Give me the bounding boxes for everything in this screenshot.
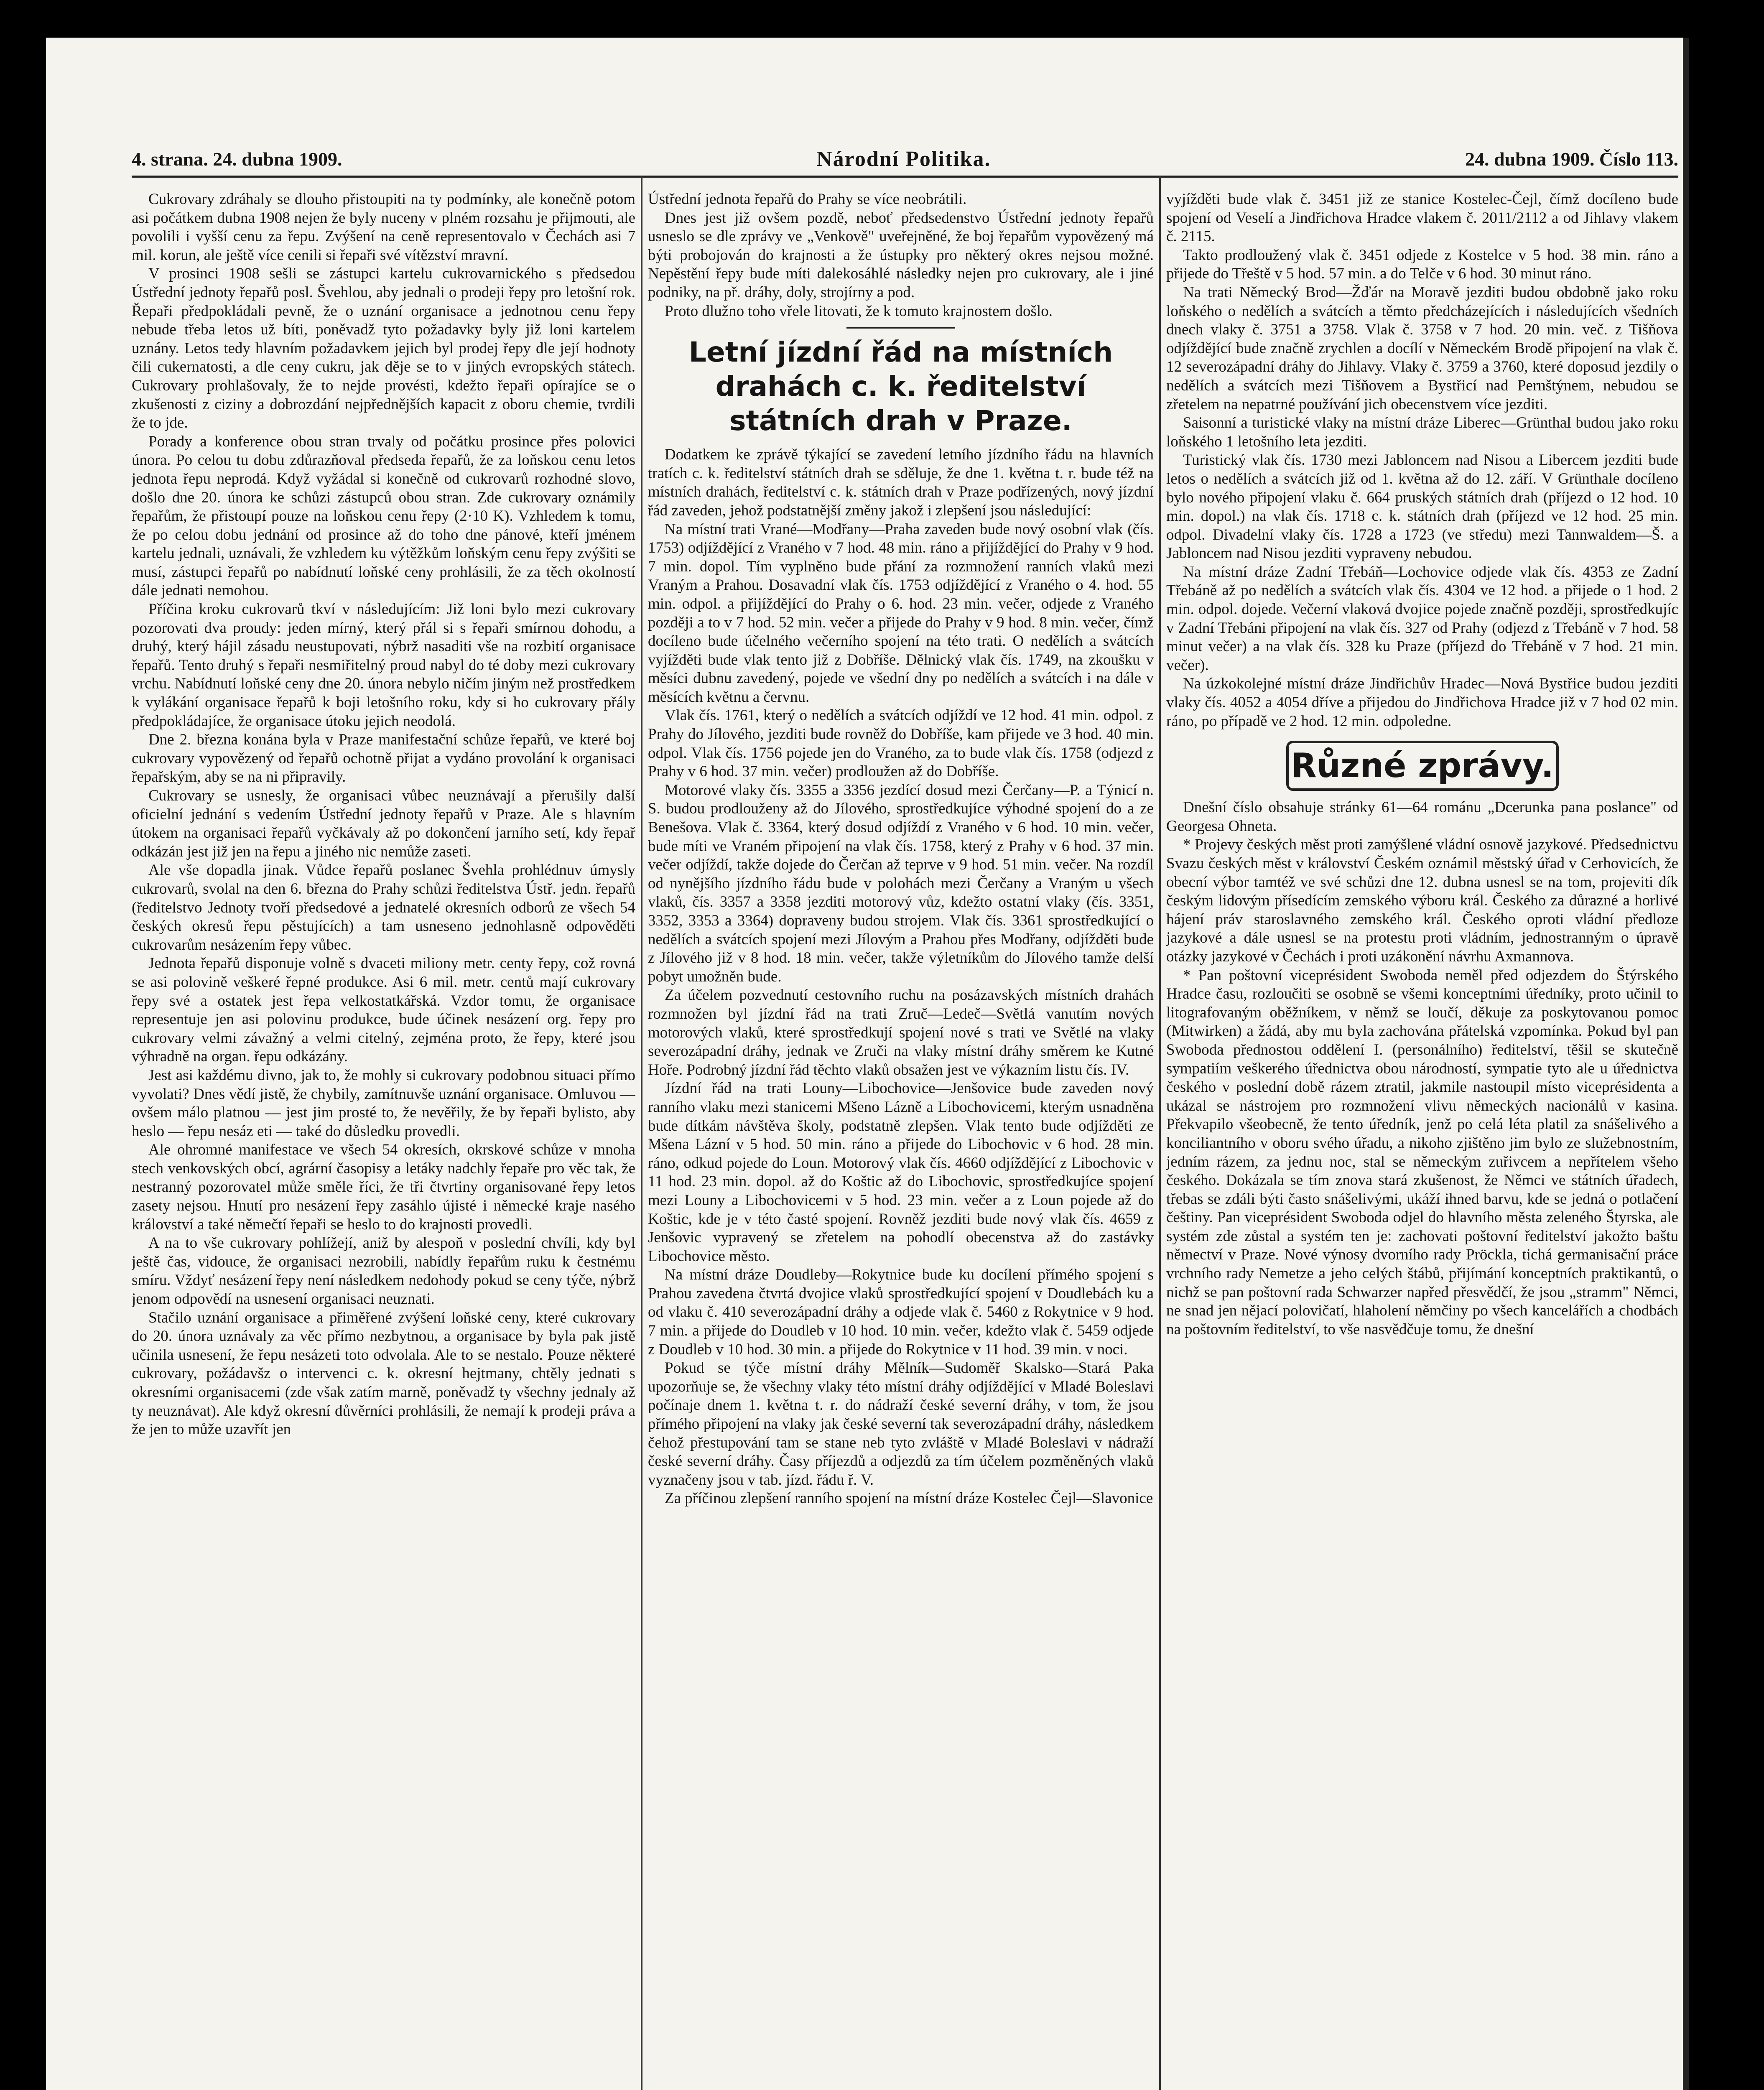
section-separator (846, 327, 955, 329)
header-left: 4. strana. 24. dubna 1909. (132, 148, 342, 170)
masthead (132, 142, 1678, 178)
column-2 (648, 190, 1154, 2090)
paragraph: Na trati Německý Brod—Žďár na Moravě jezditi budou obdobně jako roku loňského o nedělích a svátcích a těmto předcházejících i následujících všedních dnech vlaky č. 3751 a 3758. Vlak č. 3758 v 7 hod. 20 min. več. z Tišňova odjíždějící bude značně zrychlen a docílí v Německém Brodě připojení na vlak č. 12 severozápadní dráhy do Jihlavy. Vlaky č. 3759 a 3760, které doposud jezdily o nedělích a svátcích mezi Tišňovem a Bystřicí nad Pernštýnem, nebudou se zřetelem na nepatrné používání jich obecenstvem více jezditi. (1166, 283, 1678, 413)
paragraph: Na místní trati Vrané—Modřany—Praha zaveden bude nový osobní vlak (čís. 1753) odjíždějící z Vraného v 7 hod. 48 min. ráno a přijíždějící do Prahy v 9 hod. 7 min. dopol. Tím vyplněno bude přání za rozmnožení ranních vlaků mezi Vraným a Prahou. Dosavadní vlak čís. 1753 odjíždějící z Vraného o 4. hod. 55 min. odpol. a přijíždějící do Prahy o 6. hod. 23 min. večer, odjede z Vraného později a to v 7 hod. 52 min. večer a přijede do Prahy v 9 hod. 8 min. večer, čímž docíleno bude účelného večerního spojení na této trati. O nedělích a svátcích vyjížděti bude vlak tento již z Dobříše. Dělnický vlak čís. 1749, na zkoušku v měsíci dubnu zavedený, pojede ve všední dny po nedělích a svátcích i na dále v měsících květnu a červnu. (648, 520, 1154, 706)
paragraph: A na to vše cukrovary pohlížejí, aniž by alespoň v poslední chvíli, kdy byl ještě čas, vidouce, že organisaci nezrobili, nabídly řepařům ruku k čestnému smíru. Vždyť nesázení řepy není následkem nedohody pokud se ceny týče, nýbrž jenom odpovědí na usnesení organisaci neuznati. (132, 1234, 635, 1308)
paragraph: Příčina kroku cukrovarů tkví v následujícím: Již loni bylo mezi cukrovary pozorovati dva proudy: jeden mírný, který přál si s řepaři smírnou dohodu, a druhý, který hájil zásadu neustupovati, nýbrž nasaditi vše na rozbití organisace řepařů. Tento druhý s řepaři nesmiřitelný proud nabyl do té doby mezi cukrovary vrchu. Nabídnutí loňské ceny dne 20. února nebylo ničím jiným než prostředkem k vylákání organisace řepařů k boji letošního roku, kdy si ho cukrovary přály předpokládajíce, že organisace útoku jejich neodolá. (132, 601, 635, 730)
paragraph: Dodatkem ke zprávě týkající se zavedení letního jízdního řádu na hlavních tratích c. k. ředitelství státních drah se sděluje, že dne 1. května t. r. bude též na místních drahách, ředitelství c. k. státních drah v Praze podřízených, nový jízdní řád zaveden, jehož podstatnější změny jakož i zlepšení jsou následující: (648, 446, 1154, 519)
page-edge-rule (1683, 38, 1689, 2090)
newspaper-title: Národní Politika. (816, 147, 991, 171)
paragraph: Za příčinou zlepšení ranního spojení na místní dráze Kostelec Čejl—Slavonice (665, 1490, 1153, 1507)
paragraph: Turistický vlak čís. 1730 mezi Jabloncem nad Nisou a Libercem jezditi bude letos o nedělích a svátcích již od 1. května až do 12. září. V Grünthale docíleno bylo nového připojení vlaku č. 664 pruských státních drah (příjezd o 12 hod. 10 min. dopol.) na vlak čís. 1718 c. k. státních drah (příjezd ve 12 hod. 25 min. odpol. Divadelní vlaky čís. 1728 a 1723 (ve středu) mezi Tannwaldem—Š. a Jabloncem nad Nisou jezditi vypraveny nebudou. (1166, 451, 1678, 562)
paragraph: Jest asi každému divno, jak to, že mohly si cukrovary podobnou situaci přímo vyvolati? Dnes vědí jistě, že chybily, zamítnuvše uznání organisace. Omluvou — ovšem málo platnou — jest jim prosté to, že nevěřily, že by řepaři bylisto, aby heslo — řepu nesáz eti — také do důsledku provedli. (132, 1066, 635, 1140)
paragraph: vyjížděti bude vlak č. 3451 již ze stanice Kostelec-Čejl, čímž docíleno bude spojení od Veselí a Jindřichova Hradce vlakem č. 2011/2112 a od Jihlavy vlakem č. 2115. (1166, 191, 1678, 245)
paragraph: Motorové vlaky čís. 3355 a 3356 jezdící dosud mezi Čerčany—P. a Týnicí n. S. budou prodlouženy až do Jílového, sprostředkujíce výhodné spojení do a ze Benešova. Vlak č. 3364, který dosud odjíždí z Vraného v 6 hod. 10 min. večer, bude míti ve Vraném připojení na vlak čís. 1758, který z Prahy v 6 hod. 37 min. večer odjíždí, takže dojede do Čerčan až teprve v 9 hod. 51 min. večer. Na rozdíl od nynějšího jízdního řádu bude v polohách mezi Čerčany a Vraným u všech vlaků, čís. 3357 a 3358 jezditi motorový vůz, kdežto ostatní vlaky (čís. 3351, 3352, 3353 a 3364) dopraveny budou strojem. Vlak čís. 3361 sprostředkující o nedělích a svátcích spojení mezi Jílovým a Prahou přes Modřany, odjížděti bude z Jílového již v 8 hod. 18 min. večer, takže výletníkům do Jílového tamže delší pobyt umožněn bude. (648, 781, 1154, 985)
paragraph: Vlak čís. 1761, který o nedělích a svátcích odjíždí ve 12 hod. 41 min. odpol. z Prahy do Jílového, jezditi bude rovněž do Dobříše, kam přijede ve 3 hod. 40 min. odpol. Vlak čís. 1756 pojede jen do Vraného, za to bude vlak čís. 1758 (odjezd z Prahy v 6 hod. 37 min. večer) prodloužen až do Dobříše. (648, 707, 1154, 780)
header-right: 24. dubna 1909. Číslo 113. (1465, 148, 1678, 170)
paragraph: Pokud se týče místní dráhy Mělník—Sudoměř Skalsko—Stará Paka upozorňuje se, že všechny vlaky této místní dráhy odjíždějící v Mladé Boleslavi počínaje dnem 1. května t. r. do nádraží české severní dráhy, v tom, že jsou přímého připojení na vlaky jak české severní tak severozápadní dráhy, následkem čehož přestupování tam se stane neb tyto zvláště v Mladé Boleslavi v nádraží české severní dráhy. Časy příjezdů a odjezdů za tím účelem pozměněných vlaků vyznačeny jsou v tab. jízd. řádu ř. V. (648, 1359, 1154, 1488)
paragraph: Ústřední jednota řepařů do Prahy se více neobrátili. (648, 191, 967, 208)
paragraph: Takto prodloužený vlak č. 3451 odjede z Kostelce v 5 hod. 38 min. ráno a přijede do Třeště v 5 hod. 57 min. a do Telče v 6 hod. 30 minut ráno. (1166, 246, 1678, 283)
paragraph: Na místní dráze Zadní Třebáň—Lochovice odjede vlak čís. 4353 ze Zadní Třebáně až po nedělích a svátcích vlak čís. 4304 ve 12 hod. a přijede o 1 hod. 2 min. odpol. dojede. Večerní vlaková dvojice pojede značně později, sprostředkujíc v Zadní Třebáni připojení na vlak čís. 327 od Prahy (odjezd z Třebáně v 7 hod. 58 minut večer) a na vlak čís. 328 ku Praze (příjezd do Třebáně v 7 hod. 21 min. večer). (1166, 563, 1678, 674)
paragraph: * Pan poštovní viceprésident Swoboda neměl před odjezdem do Štýrského Hradce času, rozloučiti se osobně se všemi konceptními úředníky, proto učinil to litografovaným oběžníkem, v němž se loučí, děkuje za poskytovanou pomoc (Mitwirken) a žádá, aby mu byla zachována přátelská vzpomínka. Pokud byl pan Swoboda přednostou oddělení I. (personálního) ředitelství, těšil se skutečně sympatiím veškerého úřednictva obou národností, sympatie tyto ale u úřednictva českého v poslední době rázem ztratil, jakmile nastoupil místo viceprésidenta a ukázal se nástrojem pro rozmnožení vlivu německých nacionálů v kasina. Překvapilo všeobecně, že tento úředník, jenž po celá léta platil za snášelivého a konciliantního v oboru svého úřadu, a nikoho zjištěno jim bylo ze služebnostním, jedním rázem, za jednu noc, stal se německým zuřivcem a nepřítelem všeho českého. Dokázala se tím znova stará zkušenost, že Němci ve státních úřadech, třebas se zdáli býti často snášelivými, ukáží ihned barvu, kde se jedná o potlačení češtiny. Pan viceprésident Swoboda odjel do hlavního města zeleného Štyrska, ale systém zde zůstal a systém ten je: zachovati poštovní ředitelství jakožto baštu němectví v Praze. Nové výnosy dvorního rady Pröckla, tichá germanisační práce vrchního rady Nemetze a jeho celých štábů, přijímání konceptních praktikantů, o nichž se pan poštovní rada Schwarzer napřed přesvědčí, že jsou „stramm" Němci, ne snad jen nějací polovičatí, hlaholení němčiny po všech kancelářích a chodbách na poštovním ředitelství, to vše nasvědčuje tomu, že dnešní (1166, 966, 1678, 1338)
paragraph: * Projevy českých měst proti zamýšlené vládní osnově jazykové. Předsednictvu Svazu českých měst v království Českém oznámil městský úřad v Cerhovicích, že obecní výbor tamtéž ve své schůzi dne 12. dubna usnesl se na tom, projeviti dík českým lidovým přísedícím zemského výboru král. Českého za důrazné a horlivé hájení práv staroslavného zemského král. Českého oproti vládní předloze jazykové a dále usnesl se na protestu proti vládním, jednostranným o úpravě otázky jazykové v Čechách i proti uzákonění návrhu Axmannova. (1166, 836, 1678, 965)
paragraph: Na místní dráze Doudleby—Rokytnice bude ku docílení přímého spojení s Prahou zavedena čtvrtá dvojice vlaků sprostředkující spojení v Doudlebách ku a od vlaku č. 410 severozápadní dráhy a odjede vlak č. 5460 z Rokytnice v 9 hod. 7 min. a přijede do Doudleb v 10 hod. 10 min. večer, kdežto vlak č. 5459 odjede z Doudleb v 10 hod. 30 min. a přijede do Rokytnice v 11 hod. 39 min. v noci. (648, 1266, 1154, 1358)
paragraph: Proto dlužno toho vřele litovati, že k tomuto krajnostem došlo. (665, 302, 1053, 320)
column-divider (1159, 176, 1161, 2090)
paragraph: Ale vše dopadla jinak. Vůdce řepařů poslanec Švehla prohlédnuv úmysly cukrovarů, svolal na den 6. března do Prahy schůzi ředitelstva Ústř. jedn. řepařů (ředitelstvo Jednoty tvoří předsedové a jednatelé okresních odborů ze všech 54 českých okresů řepu pěstujících) a tam usneseno jednohlasně odpověděti cukrovarům nesázením řepy vůbec. (132, 861, 635, 953)
column-3 (1166, 190, 1678, 2090)
column-1 (132, 190, 635, 2090)
section-heading: Různé zprávy. (1286, 741, 1559, 791)
paragraph: Dnes jest již ovšem pozdě, neboť předsedenstvo Ústřední jednoty řepařů usneslo se dle zprávy ve „Venkově" uveřejněné, že boj řepařům vypovězený má býti probojován do krajnosti a že ústupky pro některý okres nejsou možné. Nepěstění řepy bude míti dalekosáhlé následky nejen pro cukrovary, ale i jiné podniky, na př. dráhy, doly, strojírny a pod. (648, 209, 1154, 301)
paragraph: V prosinci 1908 sešli se zástupci kartelu cukrovarnického s předsedou Ústřední jednoty řepařů posl. Švehlou, aby jednali o prodeji řepy pro letošní rok. Řepaři předpokládali pevně, že o uznání organisace a jednotnou cenu řepy nebude třeba letos už bíti, poněvadž tyto požadavky byly již loni kartelem uznány. Letos tedy hlavním požadavkem jejich byl prodej řepy dle její hodnoty čili cukernatosti, a dle ceny cukru, jak děje se to v jiných evropských státech. Cukrovary prohlašovaly, že to nejde provésti, kdežto řepaři opírajíce se o zkušenosti z ciziny a dobrozdání nejpřednějších kapacit z oboru chemie, tvrdili že to jde. (132, 265, 635, 432)
column-divider (641, 176, 642, 2090)
article-heading: Letní jízdní řád na místních drahách c. k. ředitelství státních drah v Praze. (688, 336, 1113, 437)
paragraph: Za účelem pozvednutí cestovního ruchu na posázavských místních drahách rozmnožen byl jízdní řád na trati Zruč—Ledeč—Světlá vanutím nových motorových vlaků, které sprostředkují spojení nové s trati ve Světlé na vlaky severozápadní dráhy, jednak ve Zruči na vlaky místní dráhy směrem ke Kutné Hoře. Podrobný jízdní řád těchto vlaků obsažen jest ve výkazním listu čís. IV. (648, 986, 1154, 1078)
paragraph: Porady a konference obou stran trvaly od počátku prosince přes polovici února. Po celou tu dobu zdůrazňoval předseda řepařů, že za loňskou cenu letos jednota řepu neprodá. Když vyžádal si konečně od cukrovarů rozhodné slovo, došlo dne 20. února ke schůzi zástupců obou stran. Zde cukrovary oznámily řepařům, že přistoupí pouze na loňskou cenu řepy (2·10 K). Vzhledem k tomu, že po celou dobu jednání od prosince až do toho dne pánové, kteří jménem kartelu jednali, uznávali, že vzhledem ku výtěžkům loňským cenu řepy zvýšiti se musí, zástupci řepařů po nabídnutí loňské ceny prohlásili, že za těch okolností dále jednati nemohou. (132, 433, 635, 599)
paragraph: Saisonní a turistické vlaky na místní dráze Liberec—Grünthal budou jako roku loňského 1 letošního leta jezditi. (1166, 414, 1678, 450)
paragraph: Stačilo uznání organisace a přiměřené zvýšení loňské ceny, které cukrovary do 20. února uznávaly za věc přímo nezbytnou, a organisace by byla pak jistě učinila usnesení, že řepu nesázeti toto odvolala. Ale to se nestalo. Pouze některé cukrovary, požádavšz o intervenci c. k. okresní hejtmany, chtěly jednati s okresními organisacemi (zde však zatím marně, poněvadž ty všechny jednaly až ty neuznávat). Ale když okresní důvěrníci prohlásili, že nemají k prodeji práva a že jen to může uzavřít jen (132, 1309, 635, 1438)
paragraph: Cukrovary se usnesly, že organisaci vůbec neuznávají a přerušily další oficielní jednání s vedením Ústřední jednoty řepařů v Praze. Ale s hlavním útokem na organisaci řepařů vyčkávaly až po dokončení jarního setí, kdy řepař odkázán jest již jen na řepu a jiného nic nemůže zaseti. (132, 787, 635, 860)
paragraph: Jízdní řád na trati Louny—Libochovice—Jenšovice bude zaveden nový ranního vlaku mezi stanicemi Mšeno Lázně a Libochovicemi, kterým usnadněna bude dítkám návštěva školy, podstatně zlepšen. Vlak tento bude odjížděti ze Mšena Lázní v 5 hod. 50 min. ráno a přijede do Libochovic v 6 hod. 28 min. ráno, odkud pojede do Loun. Motorový vlak čís. 4660 odjíždějící z Libochovic v 11 hod. 23 min. dopol. až do Koštic až do Libochovic, sprostředkujíce spojení mezi Louny a Libochovicemi v 5 hod. 23 min. večer a z Loun pojede až do Koštic, kde je v této časté spojení. Rovněž jezditi bude nový vlak čís. 4659 z Jenšovic vypravený se zřetelem na pohodlí obecenstva až do zastávky Libochovice město. (648, 1080, 1154, 1265)
paragraph: Jednota řepařů disponuje volně s dvaceti miliony metr. centy řepy, což rovná se asi polovině veškeré řepné produkce. Asi 6 mil. metr. centů mají cukrovary řepy své a ostatek jest řepa velkostatkářská. Vzdor tomu, že organisace representuje jen asi polovinu produkce, bude účinek nesázení org. řepy pro cukrovary velmi závažný a velmi citelný, zejména proto, že řepy, které jsou výhradně na organ. řepu odkázány. (132, 955, 635, 1065)
newspaper-page (46, 38, 1689, 2090)
paragraph: Dnešní číslo obsahuje stránky 61—64 románu „Dcerunka pana poslance" od Georgesa Ohneta. (1166, 799, 1678, 835)
paragraph: Cukrovary zdráhaly se dlouho přistoupiti na ty podmínky, ale konečně potom asi počátkem dubna 1908 nejen že byly nuceny v plném rozsahu je přijmouti, ale povolili i vyšší cenu za řepu. Zvýšení na ceně representovalo v Čechách asi 7 mil. korun, ale ještě více cenili si řepaři své vítězství mravní. (132, 191, 635, 264)
paragraph: Na úzkokolejné místní dráze Jindřichův Hradec—Nová Bystřice budou jezditi vlaky čís. 4052 a 4054 dříve a přijedou do Jindřichova Hradce již v 7 hod 02 min. ráno, po případě ve 2 hod. 12 min. odpoledne. (1166, 675, 1678, 730)
paragraph: Dne 2. března konána byla v Praze manifestační schůze řepařů, ve které boj cukrovary vypovězený od řepařů ochotně přijat a vydáno provolání k organisaci řepařským, aby se na ni připravily. (132, 731, 635, 786)
paragraph: Ale ohromné manifestace ve všech 54 okresích, okrskové schůze v mnoha stech venkovských obcí, agrární časopisy a letáky nadchly řepaře pro věc tak, že nestranný pozorovatel může směle říci, že tři čtvrtiny organisované řepy letos zasety nejsou. Hnutí pro nesázení řepy zasáhlo újisté i německé kraje nasého království a také němečtí řepaři se heslo to do krajnosti provedli. (132, 1141, 635, 1233)
